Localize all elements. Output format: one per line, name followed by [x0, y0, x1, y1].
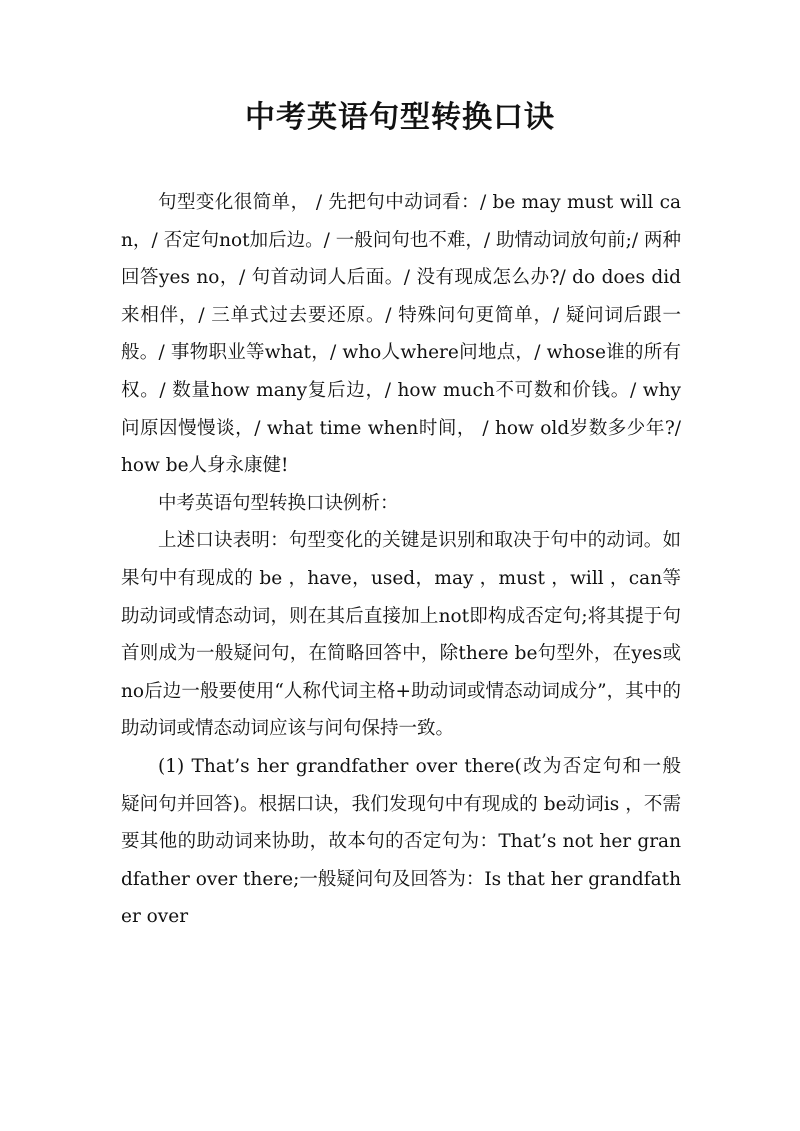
paragraph-example-1: (1) That’s her grandfather over there(改为否定句和一般疑问句并回答)。根据口诀，我们发现句中有现成的 be动词is ，不需要其他的助动词来协助，故本句的否定句为：That’s not her grandfather over there;一般疑问句及回答为：Is that her grandfather over — [121, 755, 681, 928]
paragraph-example-heading: 中考英语句型转换口诀例析： — [158, 492, 399, 514]
paragraph-explanation: 上述口诀表明：句型变化的关键是识别和取决于句中的动词。如果句中有现成的 be ，have，used，may ，must ，will ，can等助动词或情态动词，则在其后直接加上not即构成否定句;将其提于句首则成为一般疑问句，在简略回答中，除there be句型外，在yes或no后边一般要使用“人称代词主格+助动词或情态动词成分”，其中的助动词或情态动词应该与问句保持一致。 — [121, 530, 681, 740]
document-title: 中考英语句型转换口诀 — [245, 100, 555, 135]
paragraph-mnemonic: 句型变化很简单， / 先把句中动词看：/ be may must will can，/ 否定句not加后边。/ 一般问句也不难，/ 助情动词放句前;/ 两种回答yes no，/ 句首动词人后面。/ 没有现成怎么办?/ do does did来相伴，/ 三单式过去要还原。/ 特殊问句更简单，/ 疑问词后跟一般。/ 事物职业等what，/ who人where问地点，/ whose谁的所有权。/ 数量how many复后边，/ how much不可数和价钱。/ why问原因慢慢谈，/ what time when时间， / how old岁数多少年?/ how be人身永康健! — [121, 192, 681, 477]
document-body — [121, 184, 681, 936]
